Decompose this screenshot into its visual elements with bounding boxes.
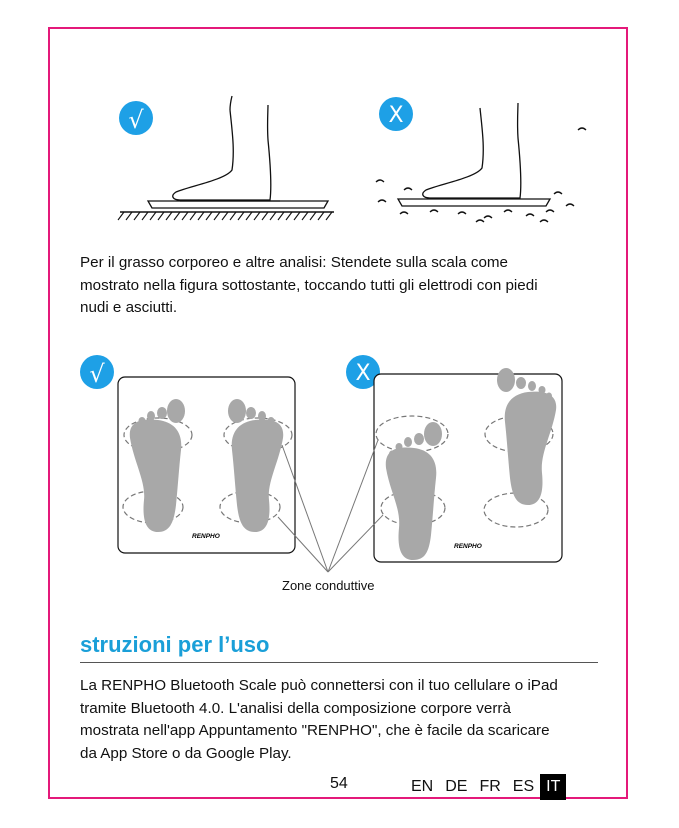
correct-symbol: √ (128, 106, 144, 134)
svg-text:X: X (355, 361, 371, 386)
lang-es[interactable]: ES (512, 778, 535, 795)
correct-badge-2 (80, 355, 114, 389)
scale-standing-illustration (80, 90, 610, 230)
lang-it[interactable]: IT (540, 774, 566, 800)
brand-label-right: RENPHO (454, 543, 482, 550)
lang-fr[interactable]: FR (479, 778, 501, 795)
svg-text:√: √ (89, 360, 105, 388)
ground-hatch (118, 212, 332, 220)
brand-label-left: RENPHO (192, 533, 220, 540)
wrong-badge (379, 97, 413, 131)
section-title: struzioni per l’uso (80, 632, 270, 657)
body-paragraph: La RENPHO Bluetooth Scale può connettersi con il tuo cellulare o iPad tramite Bluetooth 4.0. L'analisi della composizione corpore verrà mostrata nell'app Appuntamento "RENPHO", che è facile da scaricare da App Store o da Google Play. (80, 677, 558, 762)
wrong-symbol: X (388, 103, 404, 128)
conductive-zones-label: Zone conduttive (282, 578, 375, 593)
correct-badge (119, 101, 153, 135)
page-number: 54 (330, 775, 348, 792)
section-divider (80, 662, 598, 663)
scale-wrong (374, 368, 562, 562)
lang-de[interactable]: DE (445, 778, 468, 795)
footprint-diagram (78, 350, 578, 575)
instruction-paragraph: Per il grasso corporeo e altre analisi: Stendete sulla scala come mostrato nella figura sottostante, toccando tutti gli elettrodi con piedi nudi e asciutti. (80, 254, 538, 316)
language-nav (405, 774, 566, 800)
lang-en[interactable]: EN (411, 778, 434, 795)
scale-correct (118, 377, 295, 553)
